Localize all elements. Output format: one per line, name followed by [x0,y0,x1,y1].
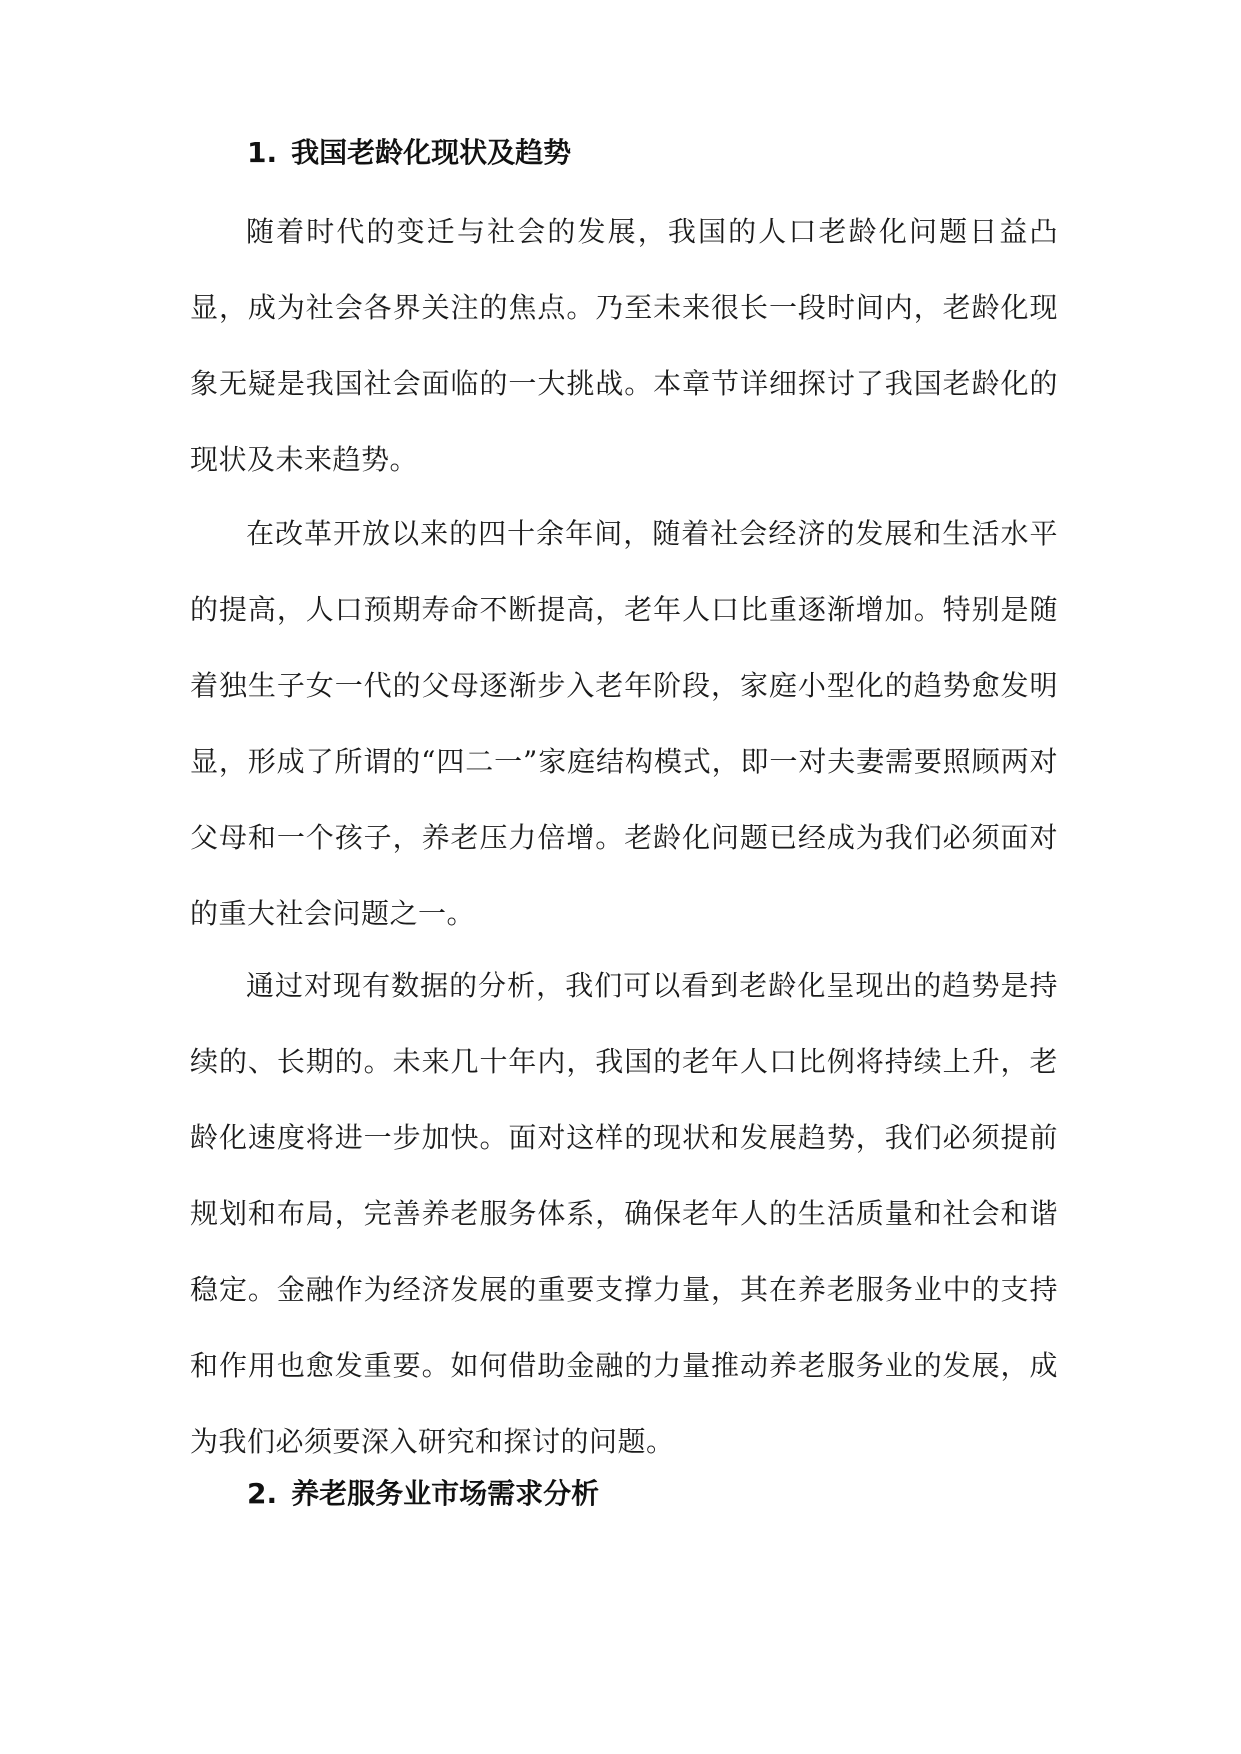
section-heading-1 [247,133,1047,173]
section-title: 我国老龄化现状及趋势 [291,136,572,169]
section-heading-2 [247,1474,1047,1514]
section-number: 1. [247,136,278,169]
paragraph: 随着时代的变迁与社会的发展，我国的人口老龄化问题日益凸显，成为社会各界关注的焦点。乃至未来很长一段时间内，老龄化现象无疑是我国社会面临的一大挑战。本章节详细探讨了我国老龄化的现状及未来趋势。 [190,215,1058,476]
section-number: 2. [247,1477,278,1510]
section-title: 养老服务业市场需求分析 [291,1477,600,1510]
paragraph: 在改革开放以来的四十余年间，随着社会经济的发展和生活水平的提高，人口预期寿命不断提高，老年人口比重逐渐增加。特别是随着独生子女一代的父母逐渐步入老年阶段，家庭小型化的趋势愈发明显，形成了所谓的“四二一”家庭结构模式，即一对夫妻需要照顾两对父母和一个孩子，养老压力倍增。老龄化问题已经成为我们必须面对的重大社会问题之一。 [190,517,1058,930]
paragraph: 通过对现有数据的分析，我们可以看到老龄化呈现出的趋势是持续的、长期的。未来几十年内，我国的老年人口比例将持续上升，老龄化速度将进一步加快。面对这样的现状和发展趋势，我们必须提前规划和布局，完善养老服务体系，确保老年人的生活质量和社会和谐稳定。金融作为经济发展的重要支撑力量，其在养老服务业中的支持和作用也愈发重要。如何借助金融的力量推动养老服务业的发展，成为我们必须要深入研究和探讨的问题。 [190,969,1058,1458]
